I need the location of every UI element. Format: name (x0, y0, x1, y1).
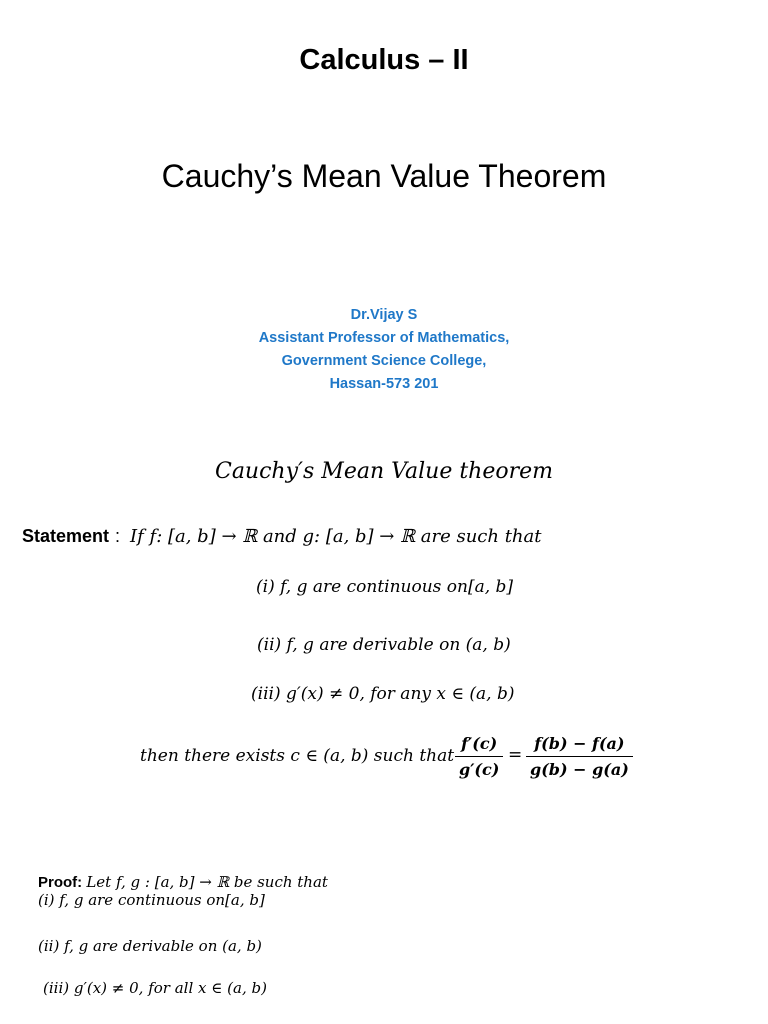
condition-3: (iii) g′(x) ≠ 0, for any x ∈ (a, b) (251, 684, 515, 704)
page-title: Calculus – II (299, 44, 469, 76)
statement-colon: : (115, 526, 121, 546)
proof-label: Proof: (38, 874, 83, 891)
proof-line-2: (ii) f, g are derivable on (a, b) (38, 937, 262, 955)
author-name: Dr.Vijay S (350, 307, 418, 323)
author-institution: Government Science College, (281, 353, 487, 369)
proof-line-1: (i) f, g are continuous on[a, b] (38, 891, 265, 909)
statement-label: Statement (22, 526, 110, 546)
fraction-left-denominator: g′(c) (455, 756, 503, 779)
proof-intro (38, 873, 328, 891)
author-position: Assistant Professor of Mathematics, (258, 330, 510, 346)
proof-line-3: (iii) g′(x) ≠ 0, for all x ∈ (a, b) (43, 979, 267, 997)
equals-sign: = (508, 745, 523, 765)
proof-intro-text: Let f, g : [a, b] → ℝ be such that (86, 873, 328, 891)
condition-1: (i) f, g are continuous on[a, b] (256, 577, 514, 597)
fraction-right-numerator: f(b) − f(a) (534, 734, 625, 753)
fraction-right-denominator: g(b) − g(a) (526, 756, 633, 779)
conclusion-text: then there exists c ∈ (a, b) such that (140, 746, 455, 766)
theorem-title: Cauchy′s Mean Value theorem (214, 459, 553, 484)
fraction-right (526, 734, 633, 779)
page-subtitle: Cauchy’s Mean Value Theorem (161, 158, 607, 194)
fraction-left-numerator: f′(c) (461, 734, 498, 753)
statement-text: If f: [a, b] → ℝ and g: [a, b] → ℝ are such that (130, 526, 542, 547)
theorem-statement (22, 526, 542, 547)
condition-2: (ii) f, g are derivable on (a, b) (257, 635, 511, 655)
fraction-left (455, 734, 503, 779)
author-address: Hassan-573 201 (329, 376, 439, 392)
